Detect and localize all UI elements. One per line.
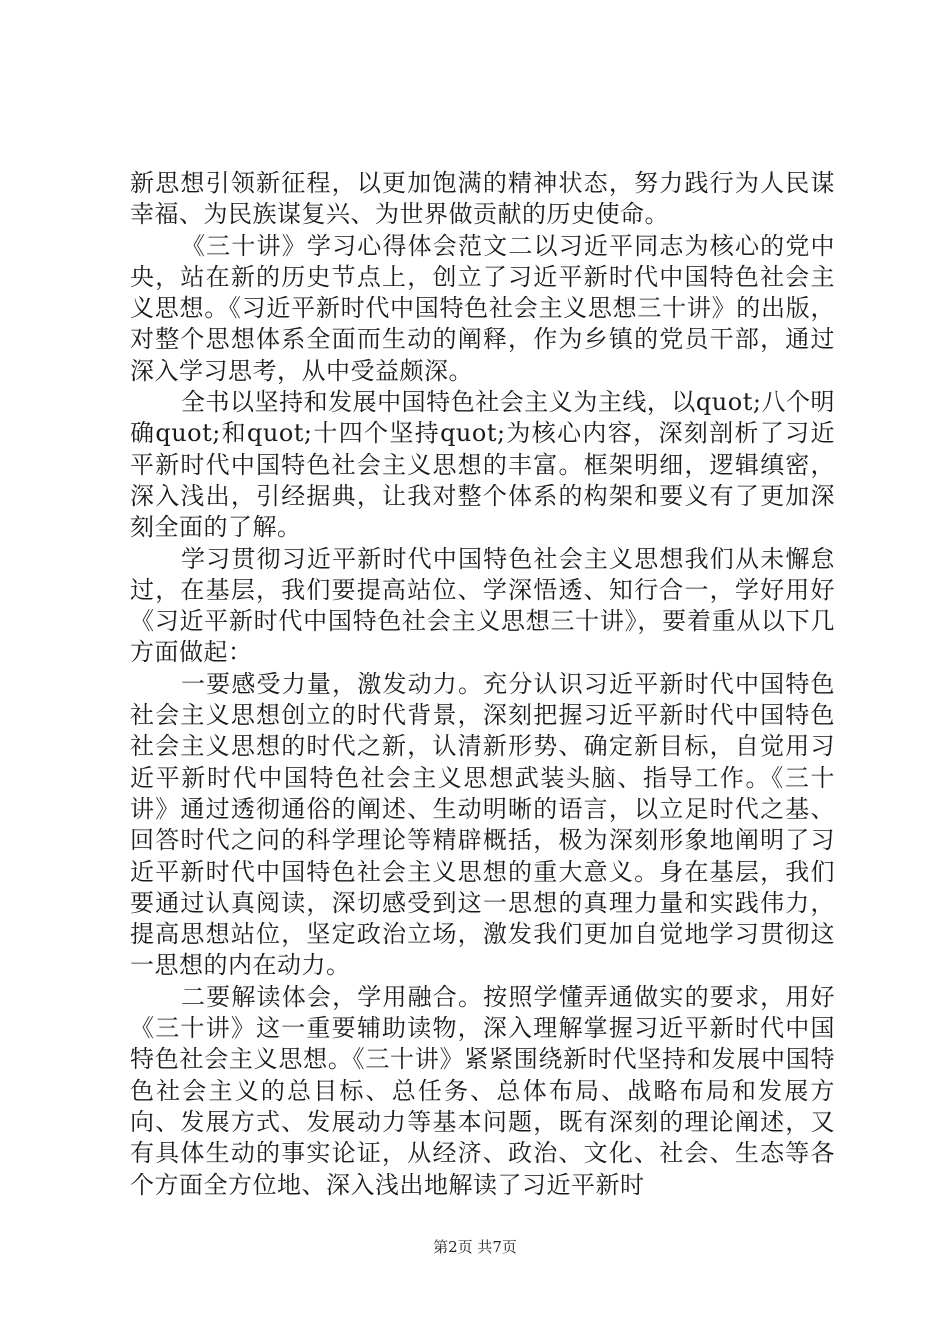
page-number-footer: 第2页 共7页 [433,1238,517,1256]
paragraph-4: 学习贯彻习近平新时代中国特色社会主义思想我们从未懈怠过，在基层，我们要提高站位、学深悟透、知行合一，学好用好《习近平新时代中国特色社会主义思想三十讲》，要着重从以下几方面做起： [130,544,835,667]
paragraph-3: 全书以坚持和发展中国特色社会主义为主线，以quot;八个明确quot;和quot;十四个坚持quot;为核心内容，深刻剖析了习近平新时代中国特色社会主义思想的丰富。框架明细，逻辑缜密，深入浅出，引经据典，让我对整个体系的构架和要义有了更加深刻全面的了解。 [130,388,835,542]
paragraph-2: 《三十讲》学习心得体会范文二以习近平同志为核心的党中央，站在新的历史节点上，创立了习近平新时代中国特色社会主义思想。《习近平新时代中国特色社会主义思想三十讲》的出版，对整个思想体系全面而生动的阐释，作为乡镇的党员干部，通过深入学习思考，从中受益颇深。 [130,231,835,385]
paragraph-1: 新思想引领新征程，以更加饱满的精神状态，努力践行为人民谋幸福、为民族谋复兴、为世界做贡献的历史使命。 [130,169,835,229]
paragraph-6: 二要解读体会，学用融合。按照学懂弄通做实的要求，用好《三十讲》这一重要辅助读物，深入理解掌握习近平新时代中国特色社会主义思想。《三十讲》紧紧围绕新时代坚持和发展中国特色社会主义的总目标、总任务、总体布局、战略布局和发展方向、发展方式、发展动力等基本问题，既有深刻的理论阐述，又有具体生动的事实论证，从经济、政治、文化、社会、生态等各个方面全方位地、深入浅出地解读了习近平新时 [130,982,835,1199]
paragraph-5: 一要感受力量，激发动力。充分认识习近平新时代中国特色社会主义思想创立的时代背景，深刻把握习近平新时代中国特色社会主义思想的时代之新，认清新形势、确定新目标，自觉用习近平新时代中国特色社会主义思想武装头脑、指导工作。《三十讲》通过透彻通俗的阐述、生动明晰的语言，以立足时代之基、回答时代之问的科学理论等精辟概括，极为深刻形象地阐明了习近平新时代中国特色社会主义思想的重大意义。身在基层，我们要通过认真阅读，深切感受到这一思想的真理力量和实践伟力，提高思想站位，坚定政治立场，激发我们更加自觉地学习贯彻这一思想的内在动力。 [130,669,835,980]
document-body [130,168,835,1201]
